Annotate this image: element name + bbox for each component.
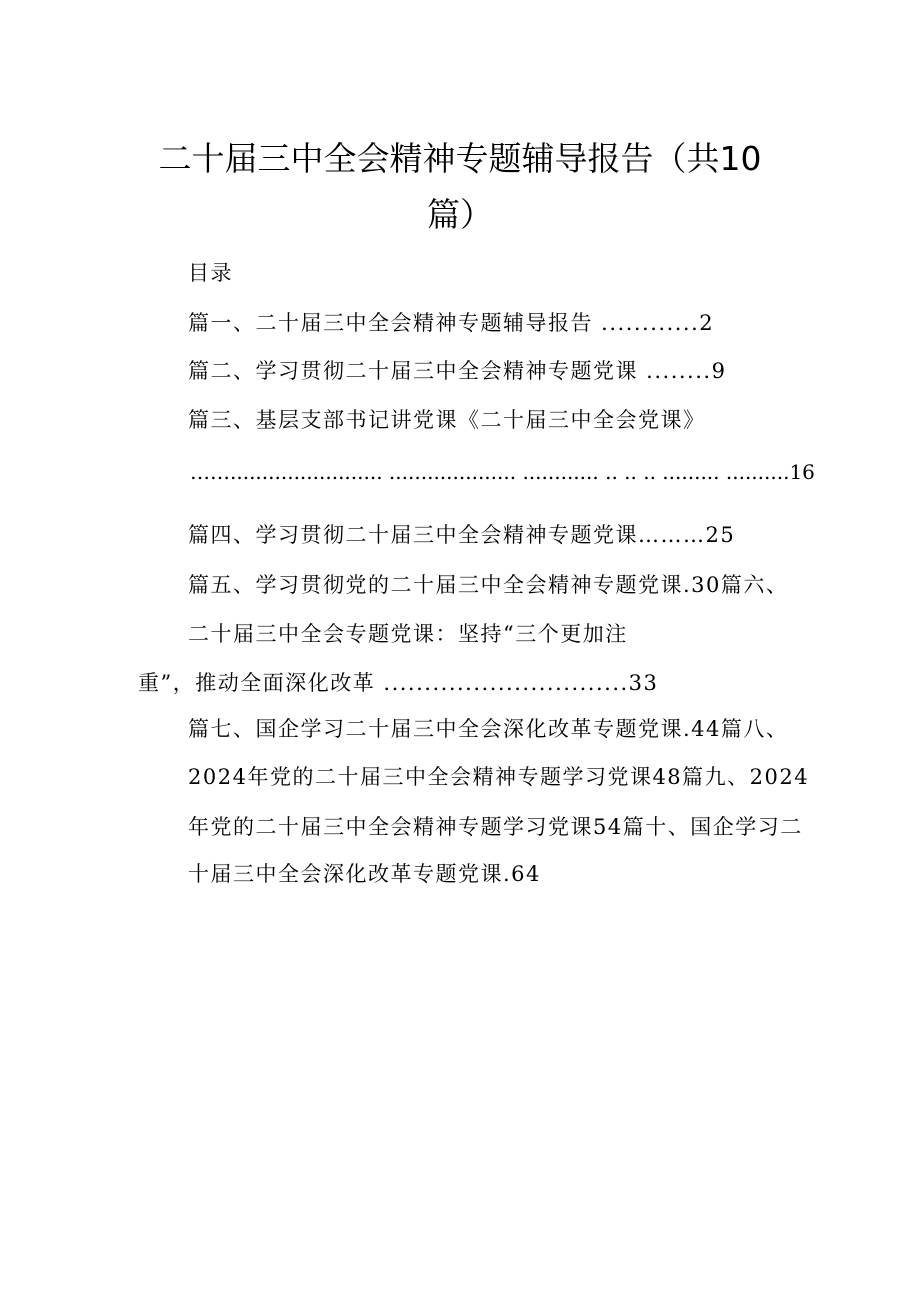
toc-entry-5[interactable]: 篇五、学习贯彻党的二十届三中全会精神专题党课.30篇六、: [188, 573, 789, 597]
toc-entry-10[interactable]: 十届三中全会深化改革专题党课.64: [188, 862, 541, 886]
toc-entry-8[interactable]: 2024年党的二十届三中全会精神专题学习党课48篇九、2024: [188, 765, 810, 789]
toc-heading: 目录: [188, 261, 233, 285]
toc-entry-7[interactable]: 篇七、国企学习二十届三中全会深化改革专题党课.44篇八、: [188, 717, 789, 741]
toc-entry-3[interactable]: 篇三、基层支部书记讲党课《二十届三中全会党课》: [188, 408, 706, 432]
toc-entry-1[interactable]: 篇一、二十届三中全会精神专题辅导报告 ............2: [188, 311, 715, 335]
toc-entry-9[interactable]: 年党的二十届三中全会精神专题学习党课54篇十、国企学习二: [188, 815, 803, 839]
toc-entry-2[interactable]: 篇二、学习贯彻二十届三中全会精神专题党课 ........9: [188, 359, 727, 383]
toc-entry-3-leader[interactable]: ……........................ .................... ............ .. .. .. ......... ..........16: [190, 460, 815, 484]
toc-entry-4[interactable]: 篇四、学习贯彻二十届三中全会精神专题党课………25: [188, 523, 736, 547]
toc-entry-6-line-1[interactable]: 二十届三中全会专题党课：坚持“三个更加注: [188, 622, 628, 646]
document-title-line-2: 篇）: [427, 195, 493, 234]
document-title-line-1: 二十届三中全会精神专题辅导报告（共10: [158, 139, 762, 178]
toc-entry-6-line-2[interactable]: 重”，推动全面深化改革 ..............................33: [138, 671, 659, 695]
